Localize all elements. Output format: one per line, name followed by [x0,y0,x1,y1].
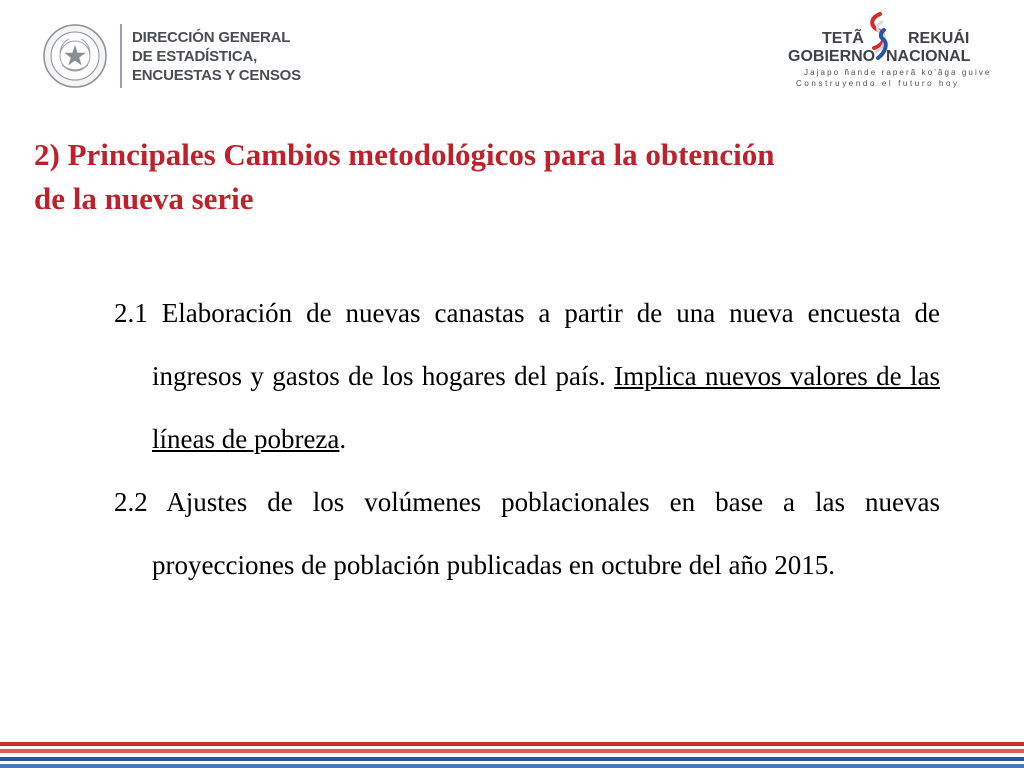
stripe-light-red [0,749,1024,753]
dgeec-line-3: ENCUESTAS Y CENSOS [132,66,301,84]
gobierno-nacional-logo [786,12,992,92]
dgeec-line-1: DIRECCIÓN GENERAL [132,28,291,46]
slide-title [34,133,994,221]
paraguay-seal-icon [42,23,108,89]
logo-tagline-guarani: Jajapo ñande raperã ko'ãga guive [804,68,992,77]
item-2-1-text: 2.1 Elaboración de nuevas canastas a partir de una nueva encuesta de ingresos y gastos de los hogares del país. [114,298,940,391]
item-2-2-text: 2.2 Ajustes de los volúmenes poblacionales en base a las nuevas proyecciones de población publicadas en octubre del año 2015. [114,487,940,580]
logo-teta: TETÃ [822,30,864,47]
stripe-red [0,742,1024,746]
logo-rekuai: REKUÁI [908,30,970,47]
item-2-1 [114,282,940,471]
item-2-1-underlined: Implica nuevos valores de las líneas de pobreza [152,361,940,454]
dgeec-line-2: DE ESTADÍSTICA, [132,47,258,65]
stripe-light-blue [0,764,1024,768]
footer-stripes [0,742,1024,768]
dgeec-name [132,28,301,85]
slide-title-line-1: 2) Principales Cambios metodológicos para la obtención [34,137,775,172]
logo-tagline-spanish: Construyendo el futuro hoy [796,79,960,88]
item-2-2 [114,471,940,597]
slide-title-line-2: de la nueva serie [34,181,254,216]
item-2-1-end: . [339,424,347,454]
dgeec-logo [42,22,301,90]
logo-gobierno: GOBIERNO [788,48,876,65]
logo-nacional: NACIONAL [886,48,971,65]
stripe-blue [0,757,1024,761]
logo-divider [120,24,122,88]
slide-body [114,282,940,597]
